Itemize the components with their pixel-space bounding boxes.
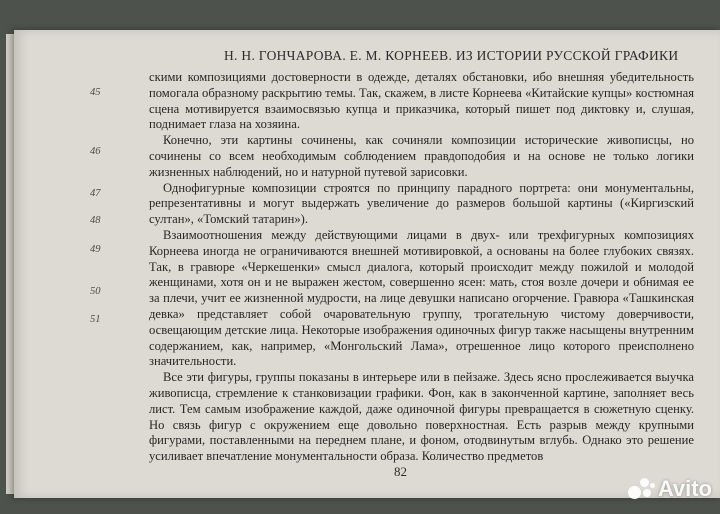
margin-number: 46 [90, 146, 101, 157]
margin-number: 49 [90, 244, 101, 255]
margin-number: 47 [90, 188, 101, 199]
paragraph: Взаимоотношения между действующими лицами в двух- или трехфигурных композициях Корнеева иногда не ограничиваются внешней мотивировкой, а основаны на более глубоких связях. Так, в гравюре «Черкешенки» смысл диалога, который происходит между пожилой и молодой женщинами, хотя он и не выражен жестом, совершенно ясен: мать, стоя возле дочери и обнимая ее за плечи, учит ее жизненной мудрости, на лице девушки написано огорчение. Гравюра «Ташкинская девка» представляет собой очаровательную группу, трогательную чистому доверчивости, освещающим детские лица. Некоторые изображения одиночных фигур также насыщены внутренним содержанием, как, например, «Монгольский Лама», отрешенное лицо которого преисполнено значительности. [149, 227, 694, 369]
book-page [14, 30, 720, 498]
body-text [149, 70, 694, 465]
page-number: 82 [394, 464, 407, 479]
margin-number: 45 [90, 87, 101, 98]
avito-watermark [628, 476, 712, 502]
running-header: Н. Н. ГОНЧАРОВА. Е. М. КОРНЕЕВ. ИЗ ИСТОРИИ РУССКОЙ ГРАФИКИ [224, 48, 679, 63]
paragraph: Однофигурные композиции строятся по принципу парадного портрета: они монументальны, репрезентативны и могут выдержать увеличение до размеров большой картины («Киргизский султан», «Томский татарин»). [149, 180, 694, 227]
margin-number: 51 [90, 314, 101, 325]
margin-number: 50 [90, 286, 101, 297]
avito-wordmark: Avito [657, 476, 712, 501]
paragraph: скими композициями достоверности в одежде, деталях обстановки, ибо внешняя убедительность помогала образному раскрытию темы. Так, скажем, в листе Корнеева «Китайские купцы» костюмная сцена мотивируется взаимосвязью купца и приказчика, который пишет под диктовку и, слушая, поднимает глаза на хозяина. [149, 70, 694, 132]
avito-logo-icon [628, 478, 654, 500]
paragraph: Все эти фигуры, группы показаны в интерьере или в пейзаже. Здесь ясно прослеживается выучка живописца, стремление к станковизации графики. Фон, как в законченной картине, заполняет весь лист. Тем самым изображение каждой, даже одиночной фигуры превращается в сюжетную сценку. Но связь фигур с окружением еще довольно поверхностная. Есть разрыв между крупными фигурами, поставленными на переднем плане, и фоном, отодвинутым вглубь. Однако это решение усиливает впечатление монументальности образа. Количество предметов [149, 370, 694, 464]
margin-number: 48 [90, 215, 101, 226]
paragraph: Конечно, эти картины сочинены, как сочиняли композиции исторические живописцы, но сочинены со всем необходимым соблюдением правдоподобия и на основе не только логики жизненных наблюдений, но и натурной путевой зарисовки. [149, 133, 694, 179]
